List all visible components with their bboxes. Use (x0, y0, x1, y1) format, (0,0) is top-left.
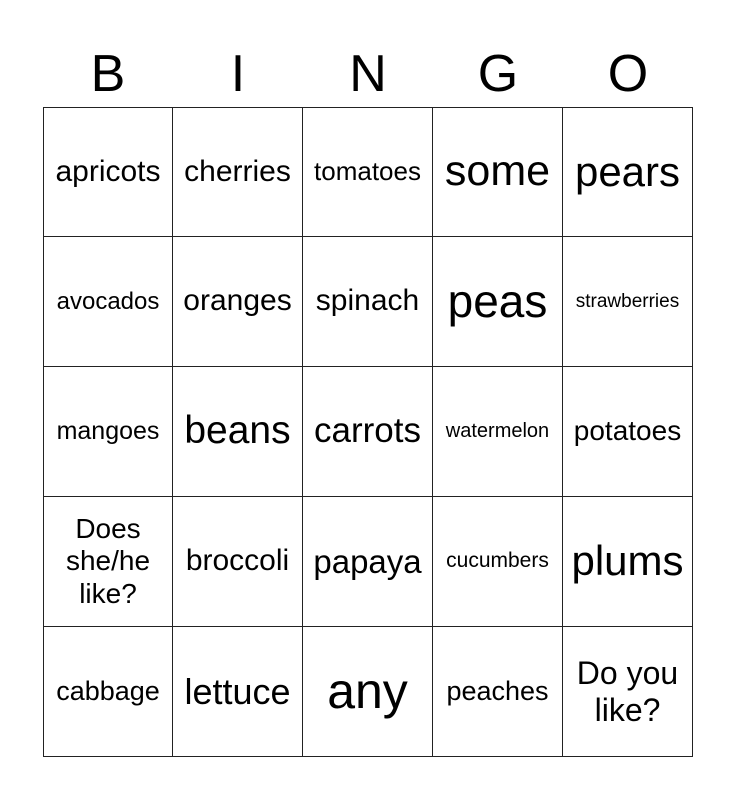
bingo-cell[interactable]: avocados (43, 237, 173, 367)
bingo-board (43, 107, 693, 757)
bingo-cell[interactable]: oranges (173, 237, 303, 367)
header-letter-g: G (477, 45, 519, 103)
bingo-cell[interactable]: mangoes (43, 367, 173, 497)
header-letter-i: I (230, 45, 246, 103)
bingo-cell[interactable]: some (433, 107, 563, 237)
bingo-cell[interactable]: carrots (303, 367, 433, 497)
header-letter-n: N (349, 45, 387, 103)
bingo-cell[interactable]: potatoes (563, 367, 693, 497)
bingo-cell[interactable]: pears (563, 107, 693, 237)
bingo-cell[interactable]: Does she/he like? (43, 497, 173, 627)
bingo-cell[interactable]: broccoli (173, 497, 303, 627)
bingo-cell[interactable]: spinach (303, 237, 433, 367)
bingo-cell[interactable]: strawberries (563, 237, 693, 367)
bingo-cell[interactable]: cherries (173, 107, 303, 237)
bingo-cell[interactable]: beans (173, 367, 303, 497)
bingo-header (43, 40, 693, 108)
bingo-cell[interactable]: apricots (43, 107, 173, 237)
bingo-cell[interactable]: cabbage (43, 627, 173, 757)
bingo-cell[interactable]: Do you like? (563, 627, 693, 757)
bingo-cell[interactable]: cucumbers (433, 497, 563, 627)
bingo-cell[interactable]: watermelon (433, 367, 563, 497)
header-letter-b: B (90, 45, 126, 103)
bingo-cell[interactable]: plums (563, 497, 693, 627)
header-letter-o: O (607, 45, 649, 103)
bingo-cell[interactable]: peas (433, 237, 563, 367)
bingo-cell[interactable]: papaya (303, 497, 433, 627)
bingo-cell[interactable]: any (303, 627, 433, 757)
bingo-cell[interactable]: peaches (433, 627, 563, 757)
bingo-cell[interactable]: tomatoes (303, 107, 433, 237)
bingo-cell[interactable]: lettuce (173, 627, 303, 757)
